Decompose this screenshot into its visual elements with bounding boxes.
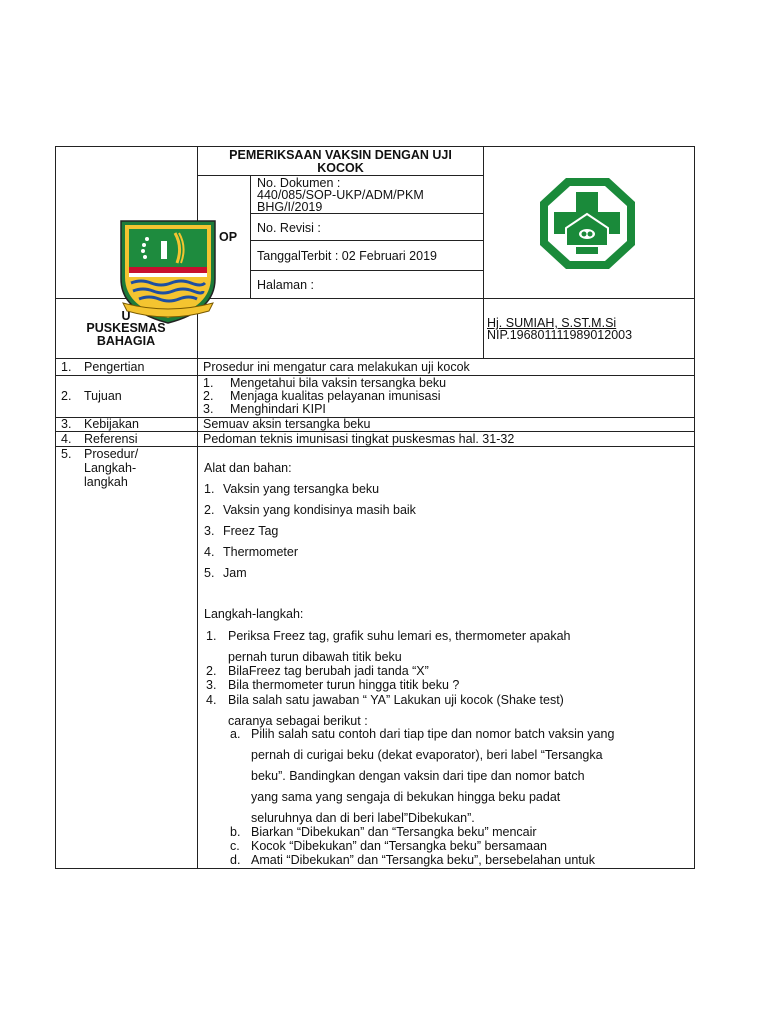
doc-title-line1: PEMERIKSAAN VAKSIN DENGAN UJI (229, 148, 452, 162)
objective-3: Menghindari KIPI (230, 402, 326, 416)
substep-a-line-1: Pilih salah satu contoh dari tiap tipe dan nomor batch vaksin yang (251, 727, 615, 741)
row-3-number: 3. (61, 417, 72, 431)
doc-title-line2: KOCOK (317, 161, 364, 175)
tool-4: Thermometer (223, 545, 299, 559)
substep-c-letter: c. (230, 839, 240, 853)
substep-c: Kocok “Dibekukan” dan “Tersangka beku” bersamaan (251, 839, 547, 853)
row2-bottom (55, 417, 695, 418)
tanggal-bottom (250, 270, 483, 271)
tool-2-number: 2. (204, 503, 215, 517)
row-3-content: Semuav aksin tersangka beku (203, 417, 371, 431)
sop-divider (250, 175, 251, 299)
step-3-number: 3. (206, 678, 217, 692)
row-2-number: 2. (61, 389, 72, 403)
tool-1-number: 1. (204, 482, 215, 496)
step-1-number: 1. (206, 629, 217, 643)
step-4-line-2: caranya sebagai berikut : (228, 714, 368, 728)
tool-3: Freez Tag (223, 524, 279, 538)
substep-a-letter: a. (230, 727, 241, 741)
row-5-label-2: Langkah- (84, 461, 137, 475)
substep-a-line-3: beku”. Bandingkan dengan vaksin dari tipe dan nomor batch (251, 769, 585, 783)
step-1-line-1: Periksa Freez tag, grafik suhu lemari es, thermometer apakah (228, 629, 571, 643)
steps-heading: Langkah-langkah: (204, 607, 304, 621)
step-1-line-2: pernah turun dibawah titik beku (228, 650, 402, 664)
tool-2: Vaksin yang kondisinya masih baik (223, 503, 416, 517)
doc-number-value-2: BHG/I/2019 (257, 200, 323, 214)
header-bottom (55, 358, 695, 359)
border-bottom (55, 868, 695, 869)
objective-1-number: 1. (203, 376, 214, 390)
row-4-label: Referensi (84, 432, 138, 446)
substep-d: Amati “Dibekukan” dan “Tersangka beku”, bersebelahan untuk (251, 853, 595, 867)
doc-number-label: No. Dokumen : (257, 176, 341, 190)
border-left (55, 146, 56, 869)
step-2-number: 2. (206, 664, 217, 678)
col-divider-right (483, 146, 484, 359)
unit-label: U (121, 309, 131, 323)
substep-d-letter: d. (230, 853, 241, 867)
row-3-label: Kebijakan (84, 417, 139, 431)
puskesmas-logo (538, 176, 637, 271)
objective-2: Menjaga kualitas pelayanan imunisasi (230, 389, 441, 403)
tools-heading: Alat dan bahan: (204, 461, 292, 475)
substep-a-line-5: seluruhnya dan di beri label”Dibekukan”. (251, 811, 475, 825)
objective-1: Mengetahui bila vaksin tersangka beku (230, 376, 447, 390)
tool-1: Vaksin yang tersangka beku (223, 482, 380, 496)
tool-5: Jam (223, 566, 247, 580)
row-1-content: Prosedur ini mengatur cara melakukan uji kocok (203, 360, 470, 374)
substep-a-line-2: pernah di curigai beku (dekat evaporator), beri label “Tersangka (251, 748, 603, 762)
signer-nip: NIP.196801111989012003 (487, 328, 633, 342)
page-field: Halaman : (257, 278, 314, 292)
step-2: BilaFreez tag berubah jadi tanda “X” (228, 664, 429, 678)
border-right (694, 146, 695, 869)
step-4-number: 4. (206, 693, 217, 707)
row4-bottom (55, 446, 695, 447)
issue-date-field: TanggalTerbit : 02 Februari 2019 (257, 249, 437, 263)
puskesmas-label: PUSKESMAS (86, 321, 166, 335)
substep-a-line-4: yang sama yang sengaja di bekukan hingga beku padat (251, 790, 561, 804)
objective-2-number: 2. (203, 389, 214, 403)
row-4-number: 4. (61, 432, 72, 446)
objective-3-number: 3. (203, 402, 214, 416)
substep-b-letter: b. (230, 825, 241, 839)
row-1-number: 1. (61, 360, 72, 374)
tool-4-number: 4. (204, 545, 215, 559)
tool-3-number: 3. (204, 524, 215, 538)
step-3: Bila thermometer turun hingga titik beku ? (228, 678, 460, 692)
puskesmas-name: BAHAGIA (96, 334, 156, 348)
doc-number-value: 440/085/SOP-UKP/ADM/PKM (257, 188, 424, 202)
regional-crest-logo (117, 219, 219, 325)
revisi-bottom (250, 240, 483, 241)
row-1-label: Pengertian (84, 360, 145, 374)
row-5-label-1: Prosedur/ (84, 447, 139, 461)
row-5-label-3: langkah (84, 475, 128, 489)
row-4-content: Pedoman teknis imunisasi tingkat puskesmas hal. 31-32 (203, 432, 515, 446)
sop-label: OP (219, 230, 238, 244)
substep-b: Biarkan “Dibekukan” dan “Tersangka beku” mencair (251, 825, 537, 839)
signer-name: Hj. SUMIAH, S.ST.M.Si (487, 316, 617, 330)
step-4-line-1: Bila salah satu jawaban “ YA” Lakukan uji kocok (Shake test) (228, 693, 564, 707)
row-2-label: Tujuan (84, 389, 122, 403)
tool-5-number: 5. (204, 566, 215, 580)
row-5-number: 5. (61, 447, 72, 461)
revision-field: No. Revisi : (257, 221, 321, 235)
border-top (55, 146, 695, 147)
